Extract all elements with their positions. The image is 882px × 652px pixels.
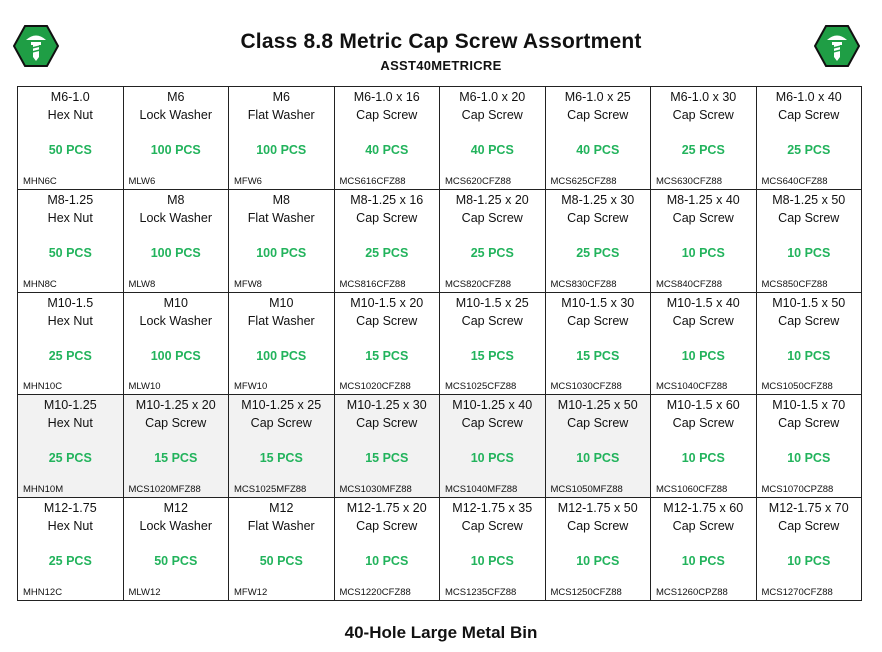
bin-quantity: 10 PCS (576, 554, 620, 569)
bin-size: M10-1.5 (47, 295, 94, 310)
bin-cell (335, 190, 441, 293)
bin-cell (18, 190, 124, 293)
bin-item-type: Cap Screw (778, 519, 840, 534)
bin-size: M10-1.5 x 70 (772, 398, 846, 413)
bin-item-type: Flat Washer (247, 519, 315, 534)
bin-part-number: MCS1235CFZ88 (445, 587, 517, 598)
bin-size: M10-1.5 x 50 (772, 295, 846, 310)
bin-item-type: Cap Screw (567, 416, 629, 431)
bin-size: M12-1.75 x 50 (557, 501, 638, 516)
bin-size: M10-1.5 x 40 (666, 295, 740, 310)
bin-part-number: MCS625CFZ88 (550, 175, 617, 187)
bin-size: M10-1.25 x 40 (452, 398, 533, 413)
bin-cell (440, 395, 546, 498)
bin-quantity: 50 PCS (259, 554, 303, 569)
bin-description: 40-Hole Large Metal Bin (344, 623, 538, 642)
bin-size: M12-1.75 (43, 501, 97, 516)
bin-quantity: 15 PCS (470, 348, 514, 363)
bin-quantity: 10 PCS (470, 451, 514, 466)
bin-part-number: MCS1025CFZ88 (445, 381, 517, 393)
bin-quantity: 10 PCS (681, 451, 725, 466)
bin-cell (651, 87, 757, 190)
bin-cell (440, 293, 546, 396)
bin-size: M8-1.25 x 40 (666, 192, 740, 207)
bin-item-type: Cap Screw (461, 416, 523, 431)
bin-size: M10-1.5 x 60 (666, 398, 740, 413)
bin-quantity: 10 PCS (576, 451, 620, 466)
bin-item-type: Cap Screw (356, 416, 418, 431)
bin-item-type: Cap Screw (356, 519, 418, 534)
bin-cell (757, 498, 863, 601)
bin-quantity: 15 PCS (365, 348, 409, 363)
bin-size: M12 (269, 501, 294, 516)
bin-part-number: MCS630CFZ88 (656, 175, 722, 187)
bin-cell (124, 395, 230, 498)
bin-part-number: MCS850CFZ88 (761, 278, 828, 290)
bin-part-number: MHN10M (23, 484, 64, 496)
bin-item-type: Cap Screw (250, 416, 312, 431)
bin-item-type: Cap Screw (778, 313, 840, 328)
bin-item-type: Cap Screw (672, 519, 734, 534)
bin-part-number: MCS1050MFZ88 (550, 484, 623, 496)
bin-item-type: Cap Screw (461, 210, 523, 225)
bin-quantity: 15 PCS (576, 348, 620, 363)
bin-item-type: Lock Washer (139, 519, 212, 534)
bin-quantity: 50 PCS (48, 245, 92, 260)
bin-part-number: MCS1260CPZ88 (656, 587, 728, 598)
bin-cell (335, 498, 441, 601)
bin-quantity: 10 PCS (470, 554, 514, 569)
bin-part-number: MFW10 (234, 381, 268, 393)
bin-part-number: MCS1060CFZ88 (656, 484, 728, 496)
bin-part-number: MCS840CFZ88 (656, 278, 722, 290)
bin-cell (757, 395, 863, 498)
bin-part-number: MLW10 (128, 381, 161, 393)
bin-quantity: 100 PCS (256, 245, 307, 260)
bin-quantity: 25 PCS (470, 245, 514, 260)
bin-size: M8-1.25 x 20 (455, 192, 529, 207)
bin-size: M6-1.0 (50, 90, 90, 104)
bin-item-type: Cap Screw (567, 108, 629, 122)
bin-size: M12-1.75 x 70 (768, 501, 849, 516)
bin-quantity: 10 PCS (681, 348, 725, 363)
header (0, 0, 882, 86)
bin-item-type: Hex Nut (47, 416, 93, 431)
bin-part-number: MCS640CFZ88 (761, 175, 828, 187)
bin-size: M10 (163, 295, 188, 310)
bin-quantity: 10 PCS (365, 554, 409, 569)
bin-quantity: 25 PCS (576, 245, 620, 260)
bin-cell (124, 498, 230, 601)
bin-item-type: Cap Screw (567, 519, 629, 534)
bin-part-number: MCS1020MFZ88 (128, 484, 201, 496)
bin-quantity: 40 PCS (365, 143, 409, 157)
bin-quantity: 100 PCS (150, 348, 201, 363)
bin-part-number: MCS1030CFZ88 (550, 381, 622, 393)
bin-quantity: 25 PCS (681, 143, 725, 157)
bin-part-number: MCS1250CFZ88 (550, 587, 622, 598)
bin-size: M6-1.0 x 30 (670, 90, 737, 104)
bin-size: M6-1.0 x 16 (353, 90, 420, 104)
bin-part-number: MCS816CFZ88 (339, 278, 406, 290)
bin-part-number: MCS1050CFZ88 (761, 381, 833, 393)
bin-size: M10-1.25 x 50 (557, 398, 638, 413)
bin-part-number: MLW8 (128, 278, 156, 290)
bin-quantity: 15 PCS (365, 451, 409, 466)
bin-quantity: 10 PCS (681, 554, 725, 569)
bin-size: M8 (272, 192, 290, 207)
bin-size: M12-1.75 x 20 (346, 501, 427, 516)
bin-cell (229, 87, 335, 190)
bin-item-type: Lock Washer (139, 210, 212, 225)
bin-grid (17, 86, 862, 601)
bin-item-type: Cap Screw (461, 519, 523, 534)
bin-cell (546, 87, 652, 190)
bin-part-number: MHN8C (23, 278, 57, 290)
bin-part-number: MCS1220CFZ88 (339, 587, 411, 598)
bin-part-number: MHN12C (23, 587, 63, 598)
bin-part-number: MCS830CFZ88 (550, 278, 617, 290)
bin-size: M10-1.25 x 20 (135, 398, 216, 413)
bin-part-number: MCS820CFZ88 (445, 278, 511, 290)
bin-size: M10-1.5 x 30 (561, 295, 635, 310)
bin-part-number: MCS1070CPZ88 (761, 484, 834, 496)
bin-cell (757, 87, 863, 190)
bin-item-type: Hex Nut (47, 108, 93, 122)
bin-quantity: 10 PCS (787, 348, 831, 363)
bin-size: M8 (167, 192, 185, 207)
bin-part-number: MFW8 (234, 278, 262, 290)
bin-part-number: MHN6C (23, 175, 57, 187)
bin-cell (651, 293, 757, 396)
bin-cell (757, 293, 863, 396)
bin-cell (440, 190, 546, 293)
bin-item-type: Cap Screw (778, 210, 840, 225)
bin-size: M6 (167, 90, 185, 104)
bin-size: M10-1.5 x 20 (350, 295, 424, 310)
bin-cell (757, 190, 863, 293)
bin-item-type: Flat Washer (247, 313, 315, 328)
bin-quantity: 15 PCS (259, 451, 303, 466)
bin-item-type: Cap Screw (567, 210, 629, 225)
bin-part-number: MLW6 (128, 175, 156, 187)
bin-cell (18, 395, 124, 498)
bin-part-number: MFW6 (234, 175, 262, 187)
bin-size: M8-1.25 (47, 192, 94, 207)
bin-item-type: Hex Nut (47, 519, 93, 534)
bin-item-type: Cap Screw (461, 108, 523, 122)
bin-size: M6 (272, 90, 290, 104)
bin-item-type: Lock Washer (139, 108, 212, 122)
bin-part-number: MCS1270CFZ88 (761, 587, 833, 598)
bin-size: M10-1.25 (43, 398, 97, 413)
bin-cell (124, 87, 230, 190)
hex-screw-logo-icon (814, 25, 860, 67)
bin-size: M10 (269, 295, 294, 310)
bin-item-type: Cap Screw (356, 313, 418, 328)
bin-size: M6-1.0 x 25 (564, 90, 631, 104)
bin-cell (546, 395, 652, 498)
bin-quantity: 25 PCS (48, 451, 92, 466)
bin-cell (651, 190, 757, 293)
bin-quantity: 100 PCS (256, 143, 307, 157)
bin-item-type: Hex Nut (47, 313, 93, 328)
bin-part-number: MCS1040CFZ88 (656, 381, 728, 393)
bin-item-type: Cap Screw (672, 210, 734, 225)
bin-item-type: Cap Screw (356, 210, 418, 225)
bin-quantity: 25 PCS (787, 143, 831, 157)
bin-part-number: MCS1040MFZ88 (445, 484, 518, 496)
bin-cell (229, 395, 335, 498)
bin-cell (440, 87, 546, 190)
bin-cell (229, 190, 335, 293)
bin-cell (651, 498, 757, 601)
bin-size: M12 (163, 501, 188, 516)
bin-part-number: MCS1020CFZ88 (339, 381, 411, 393)
bin-item-type: Cap Screw (778, 108, 840, 122)
bin-part-number: MCS1025MFZ88 (234, 484, 307, 496)
bin-cell (229, 498, 335, 601)
bin-size: M12-1.75 x 35 (452, 501, 533, 516)
assortment-code: ASST40METRICRE (380, 58, 502, 73)
bin-item-type: Cap Screw (567, 313, 629, 328)
bin-item-type: Lock Washer (139, 313, 212, 328)
bin-cell (440, 498, 546, 601)
bin-cell (335, 87, 441, 190)
bin-item-type: Cap Screw (778, 416, 840, 431)
bin-part-number: MLW12 (128, 587, 161, 598)
bin-cell (546, 498, 652, 601)
bin-item-type: Cap Screw (672, 416, 734, 431)
bin-size: M10-1.25 x 25 (241, 398, 322, 413)
bin-cell (18, 498, 124, 601)
bin-quantity: 25 PCS (48, 554, 92, 569)
bin-quantity: 15 PCS (154, 451, 198, 466)
bin-size: M12-1.75 x 60 (663, 501, 744, 516)
bin-part-number: MFW12 (234, 587, 268, 598)
bin-item-type: Cap Screw (461, 313, 523, 328)
bin-part-number: MCS620CFZ88 (445, 175, 511, 187)
bin-cell (546, 293, 652, 396)
bin-quantity: 50 PCS (48, 143, 92, 157)
bin-item-type: Hex Nut (47, 210, 93, 225)
bin-cell (124, 190, 230, 293)
bin-size: M10-1.5 x 25 (455, 295, 529, 310)
bin-size: M8-1.25 x 16 (350, 192, 424, 207)
bin-quantity: 25 PCS (48, 348, 92, 363)
bin-part-number: MCS1030MFZ88 (339, 484, 412, 496)
bin-size: M6-1.0 x 40 (775, 90, 842, 104)
bin-size: M8-1.25 x 30 (561, 192, 635, 207)
bin-quantity: 40 PCS (470, 143, 514, 157)
bin-item-type: Cap Screw (145, 416, 207, 431)
bin-item-type: Flat Washer (247, 108, 315, 122)
bin-item-type: Cap Screw (672, 108, 734, 122)
bin-quantity: 100 PCS (150, 245, 201, 260)
bin-cell (651, 395, 757, 498)
bin-cell (229, 293, 335, 396)
bin-cell (18, 293, 124, 396)
bin-size: M8-1.25 x 50 (772, 192, 846, 207)
bin-cell (335, 395, 441, 498)
bin-quantity: 25 PCS (365, 245, 409, 260)
bin-size: M6-1.0 x 20 (459, 90, 526, 104)
bin-part-number: MHN10C (23, 381, 63, 393)
bin-cell (124, 293, 230, 396)
bin-quantity: 10 PCS (787, 245, 831, 260)
bin-item-type: Flat Washer (247, 210, 315, 225)
bin-quantity: 10 PCS (681, 245, 725, 260)
bin-item-type: Cap Screw (356, 108, 418, 122)
bin-cell (18, 87, 124, 190)
bin-quantity: 10 PCS (787, 451, 831, 466)
bin-quantity: 100 PCS (150, 143, 201, 157)
bin-item-type: Cap Screw (672, 313, 734, 328)
page-title: Class 8.8 Metric Cap Screw Assortment (240, 30, 642, 53)
bin-part-number: MCS616CFZ88 (339, 175, 406, 187)
bin-quantity: 40 PCS (576, 143, 620, 157)
bin-cell (335, 293, 441, 396)
bin-cell (546, 190, 652, 293)
bin-quantity: 100 PCS (256, 348, 307, 363)
bin-quantity: 10 PCS (787, 554, 831, 569)
bin-quantity: 50 PCS (154, 554, 198, 569)
bin-size: M10-1.25 x 30 (346, 398, 427, 413)
